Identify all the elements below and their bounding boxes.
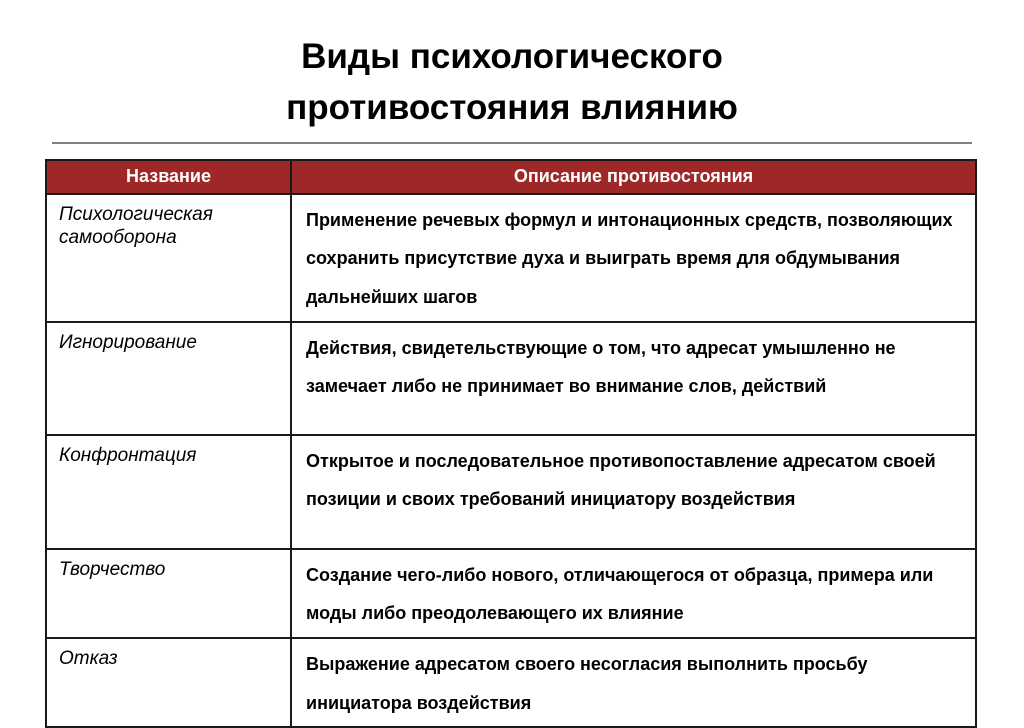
row-name: Психологическая самооборона bbox=[46, 194, 291, 322]
table-row bbox=[46, 322, 976, 435]
table-row bbox=[46, 638, 976, 727]
row-description: Открытое и последовательное противопоставление адресатом своей позиции и своих требований инициатору воздействия bbox=[291, 435, 976, 549]
title-underline bbox=[52, 142, 972, 144]
table-row bbox=[46, 194, 976, 322]
row-name: Отказ bbox=[46, 638, 291, 727]
row-description: Создание чего-либо нового, отличающегося от образца, примера или моды либо преодолевающего их влияние bbox=[291, 549, 976, 638]
row-description: Действия, свидетельствующие о том, что адресат умышленно не замечает либо не принимает во внимание слов, действий bbox=[291, 322, 976, 435]
header-cell-description: Описание противостояния bbox=[291, 160, 976, 194]
row-name: Конфронтация bbox=[46, 435, 291, 549]
page-title: Виды психологического противостояния влиянию bbox=[192, 32, 832, 134]
row-description: Выражение адресатом своего несогласия выполнить просьбу инициатора воздействия bbox=[291, 638, 976, 727]
table-row bbox=[46, 549, 976, 638]
header-cell-name: Название bbox=[46, 160, 291, 194]
table-header-row bbox=[46, 160, 976, 194]
row-name: Игнорирование bbox=[46, 322, 291, 435]
row-description: Применение речевых формул и интонационных средств, позволяющих сохранить присутствие духа и выиграть время для обдумывания дальнейших шагов bbox=[291, 194, 976, 322]
resistance-types-table bbox=[45, 159, 977, 728]
table-row bbox=[46, 435, 976, 549]
row-name: Творчество bbox=[46, 549, 291, 638]
